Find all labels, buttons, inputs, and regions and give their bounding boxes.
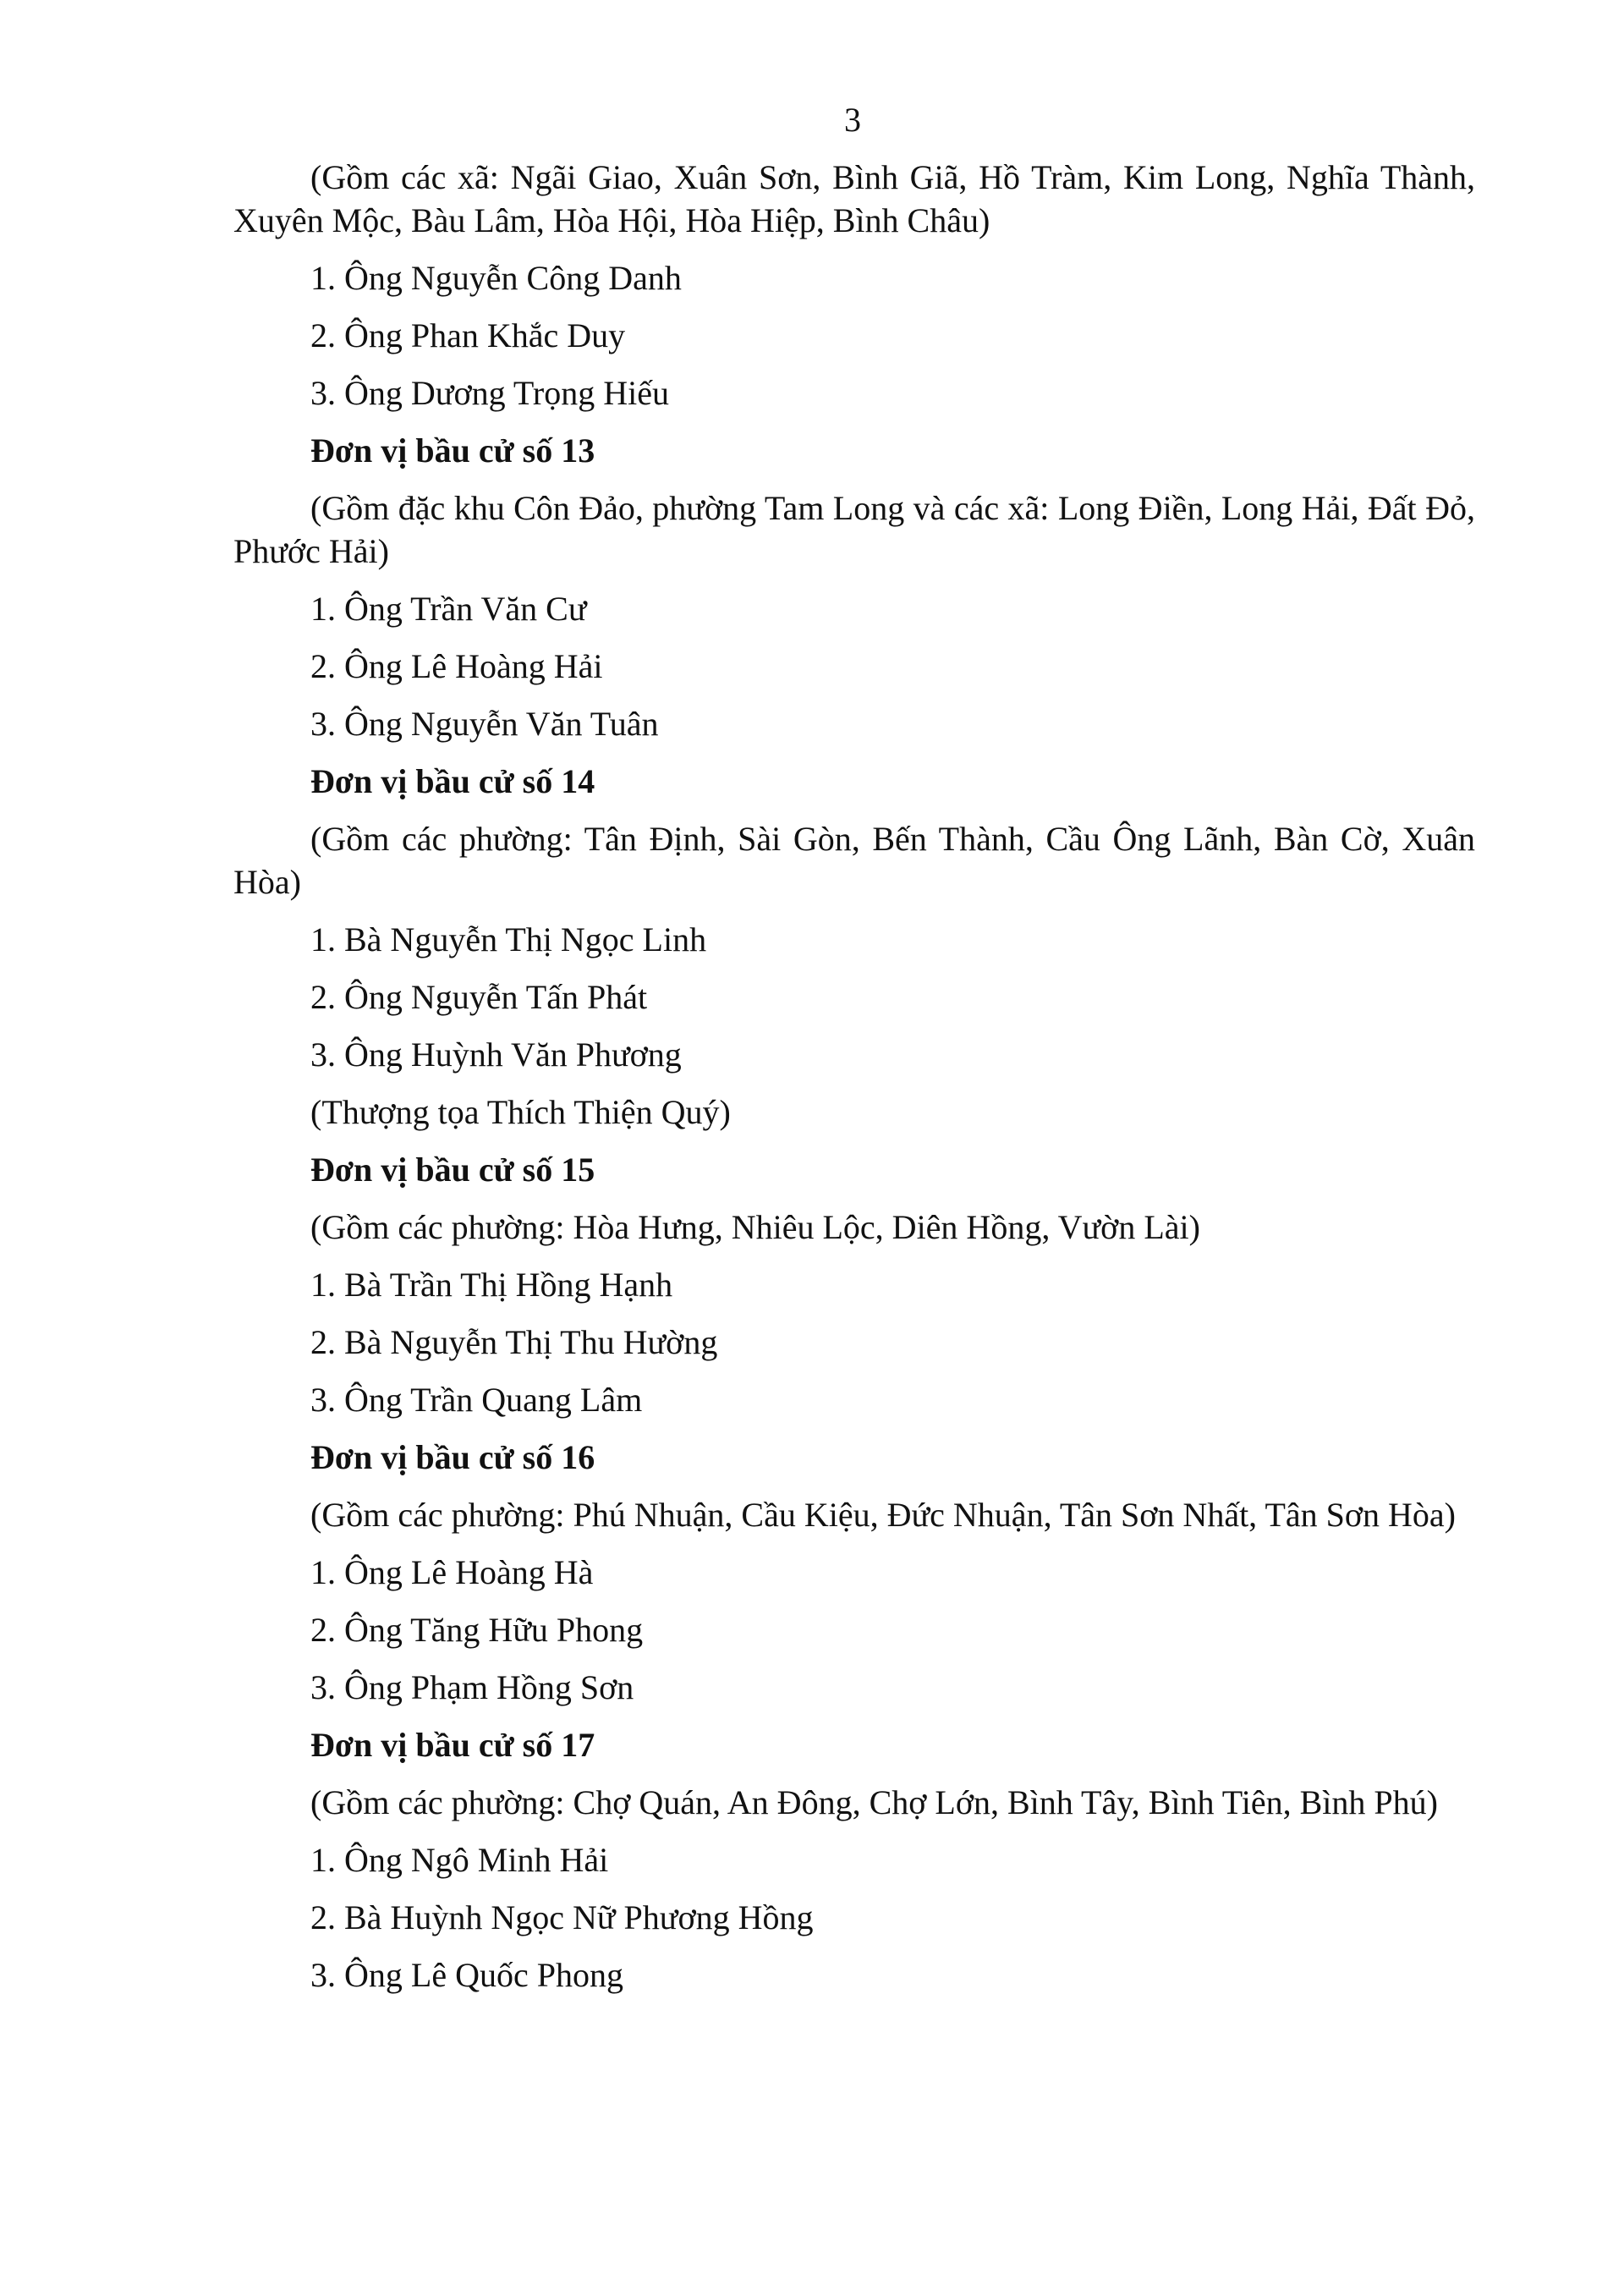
area-description: (Gồm các phường: Phú Nhuận, Cầu Kiệu, Đức Nhuận, Tân Sơn Nhất, Tân Sơn Hòa) (310, 1496, 1457, 1534)
candidate-item: 3. Ông Trần Quang Lâm (310, 1381, 643, 1419)
candidate-item: 2. Ông Nguyễn Tấn Phát (310, 978, 648, 1016)
section-heading: Đơn vị bầu cử số 13 (310, 431, 595, 470)
candidate-item: 1. Ông Nguyễn Công Danh (310, 259, 682, 297)
candidate-item: 1. Ông Lê Hoàng Hà (310, 1553, 594, 1591)
candidate-item: 2. Bà Nguyễn Thị Thu Hường (310, 1323, 718, 1361)
area-description: (Gồm các phường: Hòa Hưng, Nhiêu Lộc, Diên Hồng, Vườn Lài) (310, 1208, 1200, 1246)
candidate-item: 2. Ông Lê Hoàng Hải (310, 647, 603, 685)
section-heading: Đơn vị bầu cử số 15 (310, 1151, 595, 1189)
candidate-item: 1. Ông Trần Văn Cư (310, 590, 587, 628)
candidate-item: 2. Bà Huỳnh Ngọc Nữ Phương Hồng (310, 1898, 814, 1936)
candidate-item: 1. Ông Ngô Minh Hải (310, 1841, 609, 1879)
candidate-item: 1. Bà Nguyễn Thị Ngọc Linh (310, 920, 707, 958)
section-heading: Đơn vị bầu cử số 14 (310, 762, 595, 800)
candidate-item: 3. Ông Huỳnh Văn Phương (310, 1035, 682, 1074)
candidate-item: 3. Ông Lê Quốc Phong (310, 1956, 623, 1994)
candidate-note: (Thượng tọa Thích Thiện Quý) (310, 1093, 731, 1131)
area-description: (Gồm các phường: Chợ Quán, An Đông, Chợ Lớn, Bình Tây, Bình Tiên, Bình Phú) (310, 1783, 1438, 1821)
candidate-item: 2. Ông Phan Khắc Duy (310, 316, 626, 354)
area-description: (Gồm các phường: Tân Định, Sài Gòn, Bến Thành, Cầu Ông Lãnh, Bàn Cờ, Xuân Hòa) (233, 820, 1475, 901)
area-description: (Gồm các xã: Ngãi Giao, Xuân Sơn, Bình Giã, Hồ Tràm, Kim Long, Nghĩa Thành, Xuyên Mộc, Bàu Lâm, Hòa Hội, Hòa Hiệp, Bình Châu) (233, 158, 1475, 239)
area-description: (Gồm đặc khu Côn Đảo, phường Tam Long và các xã: Long Điền, Long Hải, Đất Đỏ, Phước Hải) (233, 489, 1475, 570)
candidate-item: 2. Ông Tăng Hữu Phong (310, 1611, 644, 1649)
candidate-item: 3. Ông Dương Trọng Hiếu (310, 374, 669, 412)
page-number: 3 (844, 101, 861, 139)
candidate-item: 3. Ông Nguyễn Văn Tuân (310, 705, 659, 743)
section-heading: Đơn vị bầu cử số 16 (310, 1438, 595, 1476)
section-heading: Đơn vị bầu cử số 17 (310, 1726, 595, 1764)
candidate-item: 1. Bà Trần Thị Hồng Hạnh (310, 1266, 673, 1304)
candidate-item: 3. Ông Phạm Hồng Sơn (310, 1668, 634, 1706)
document-body (233, 156, 1475, 2011)
